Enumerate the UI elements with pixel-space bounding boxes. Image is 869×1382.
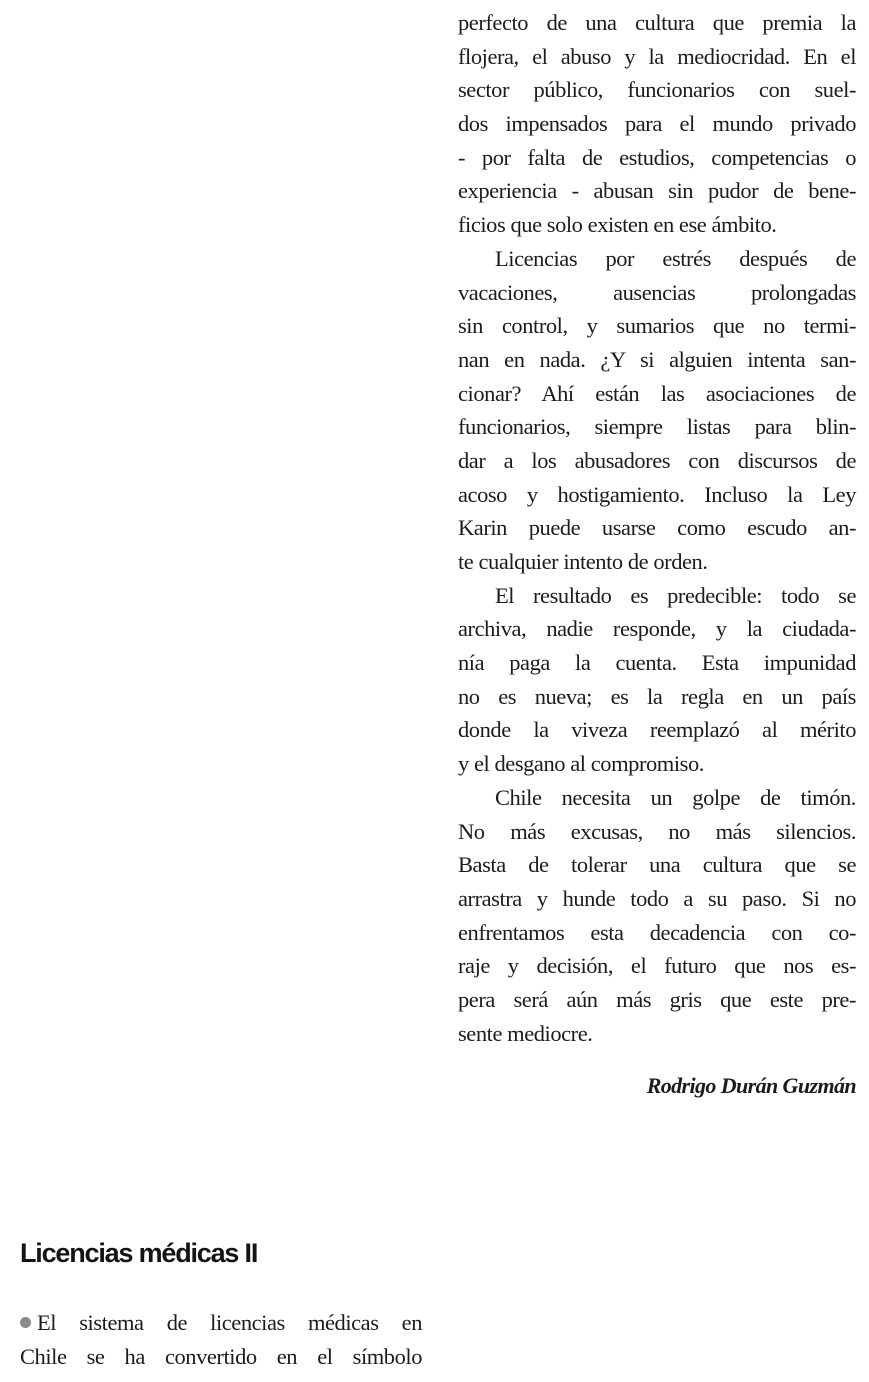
body-line: no es nueva; es la regla en un país [458,683,856,709]
body-line: funcionarios, siempre listas para blin- [458,414,856,440]
body-line: No más excusas, no más silencios. [458,818,856,844]
body-line: nan en nada. ¿Y si alguien intenta san- [458,346,856,372]
next-letter-line [20,1340,422,1374]
body-line: flojera, el abuso y la mediocridad. En el [458,43,856,69]
body-line: dar a los abusadores con discursos de [458,447,856,473]
body-line: donde la viveza reemplazó al mérito [458,717,856,743]
body-line: sin control, y sumarios que no termi- [458,313,856,339]
body-line: pera será aún más gris que este pre- [458,986,856,1012]
next-letter-line-text: El sistema de licencias médicas en [37,1310,422,1335]
body-line: - por falta de estudios, competencias o [458,144,856,170]
body-line: ficios que solo existen en ese ámbito. [458,212,777,238]
next-letter-body [20,1306,422,1373]
body-line: raje y decisión, el futuro que nos es- [458,953,856,979]
letter-title: Licencias médicas II [20,1238,258,1268]
body-line: nía paga la cuenta. Esta impunidad [458,650,856,676]
body-line: cionar? Ahí están las asociaciones de [458,380,856,406]
body-line: y el desgano al compromiso. [458,751,704,777]
body-line: Licencias por estrés después de [495,245,856,271]
letter-signature: Rodrigo Durán Guzmán [646,1073,856,1098]
body-line: arrastra y hunde todo a su paso. Si no [458,885,856,911]
body-line: archiva, nadie responde, y la ciudada- [458,616,856,642]
body-line: experiencia - abusan sin pudor de bene- [458,178,856,204]
body-line: sente mediocre. [458,1020,593,1046]
body-line: sector público, funcionarios con suel- [458,77,856,103]
body-line: Chile necesita un golpe de timón. [495,784,856,810]
body-line: perfecto de una cultura que premia la [458,10,856,35]
next-letter-line [20,1306,422,1340]
body-line: dos impensados para el mundo privado [458,111,856,137]
body-line: Karin puede usarse como escudo an- [458,515,856,541]
letter-body-column [458,6,856,1050]
next-letter-line-text: Chile se ha convertido en el símbolo [20,1343,422,1369]
bullet-dot-icon [20,1317,31,1328]
body-line: acoso y hostigamiento. Incluso la Ley [458,481,856,507]
body-line: te cualquier intento de orden. [458,549,708,574]
body-line: vacaciones, ausencias prolongadas [458,279,856,305]
body-line: Basta de tolerar una cultura que se [458,852,856,878]
body-line: enfrentamos esta decadencia con co- [458,919,856,945]
body-line: El resultado es predecible: todo se [495,582,856,608]
